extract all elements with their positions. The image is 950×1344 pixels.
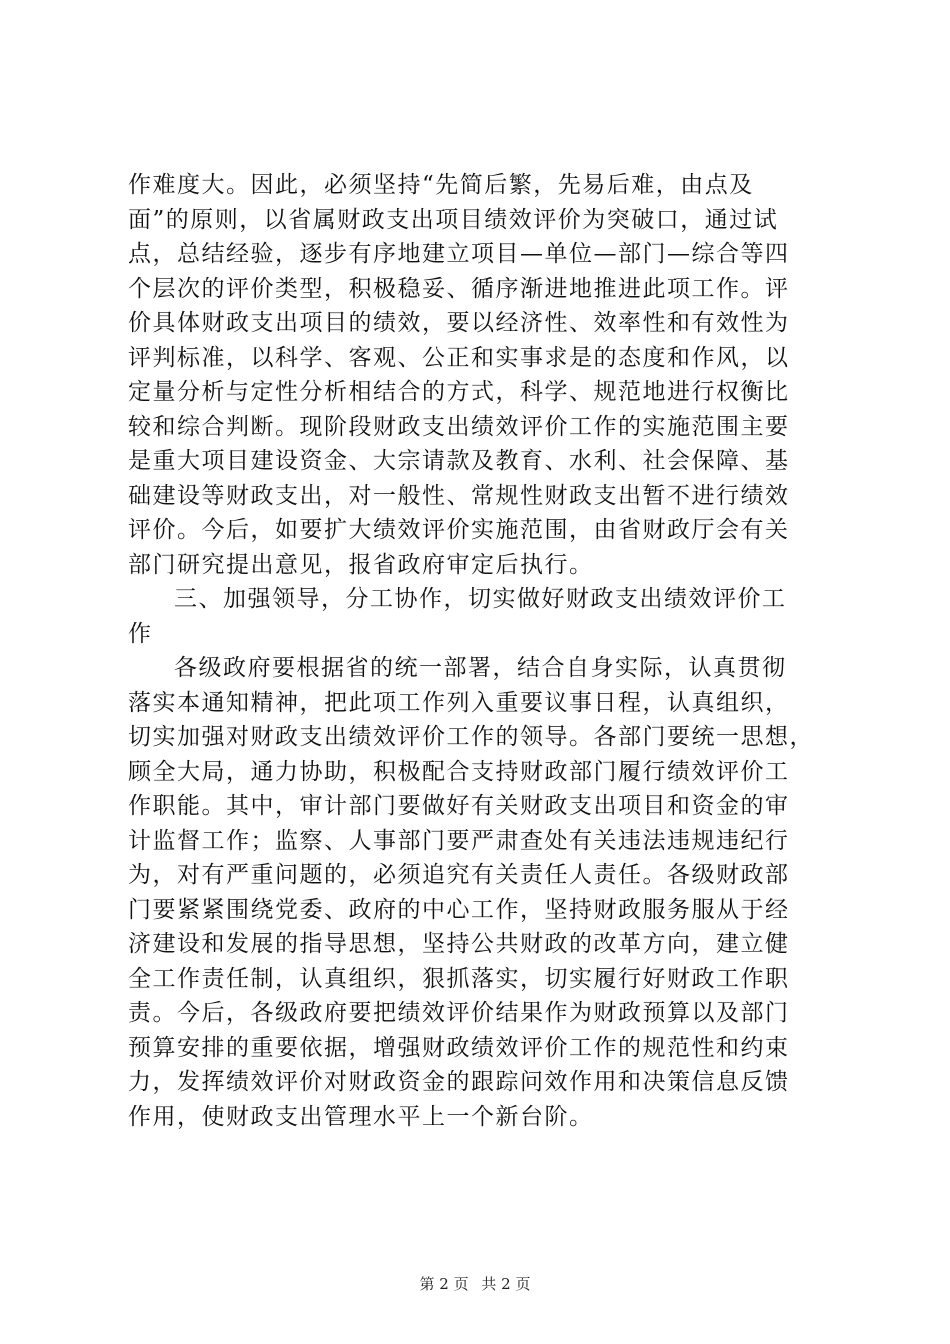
document-body xyxy=(128,168,828,1134)
text-line: 全工作责任制，认真组织，狠抓落实，切实履行好财政工作职 xyxy=(128,965,790,992)
text-line: 计监督工作；监察、人事部门要严肃查处有关违法违规违纪行 xyxy=(128,827,790,854)
text-line: 落实本通知精神，把此项工作列入重要议事日程，认真组织， xyxy=(128,689,790,716)
page-number: 第 2 页 xyxy=(419,1275,469,1293)
page-footer xyxy=(0,1274,950,1294)
text-line: 力，发挥绩效评价对财政资金的跟踪问效作用和决策信息反馈 xyxy=(128,1069,790,1095)
text-line: 为，对有严重问题的，必须追究有关责任人责任。各级财政部 xyxy=(128,862,790,888)
text-line: 切实加强对财政支出绩效评价工作的领导。各部门要统一思想， xyxy=(128,724,814,750)
text-line: 门要紧紧围绕党委、政府的中心工作，坚持财政服务服从于经 xyxy=(128,896,790,923)
text-line: 济建设和发展的指导思想，坚持公共财政的改革方向，建立健 xyxy=(128,931,790,957)
text-line: 各级政府要根据省的统一部署，结合自身实际，认真贯彻 xyxy=(174,655,787,681)
text-line: 三、加强领导，分工协作，切实做好财政支出绩效评价工 xyxy=(174,586,787,612)
text-line: 面”的原则，以省属财政支出项目绩效评价为突破口，通过试 xyxy=(128,206,779,233)
text-line: 点，总结经验，逐步有序地建立项目—单位—部门—综合等四 xyxy=(128,241,790,267)
text-line: 评价。今后，如要扩大绩效评价实施范围，由省财政厅会有关 xyxy=(128,517,790,543)
text-line: 责。今后，各级政府要把绩效评价结果作为财政预算以及部门 xyxy=(128,1000,790,1026)
text-line: 作 xyxy=(128,620,153,647)
text-line: 顾全大局，通力协助，积极配合支持财政部门履行绩效评价工 xyxy=(128,758,790,785)
text-line: 部门研究提出意见，报省政府审定后执行。 xyxy=(128,551,594,578)
text-line: 个层次的评价类型，积极稳妥、循序渐进地推进此项工作。评 xyxy=(128,275,790,302)
page-total: 共 2 页 xyxy=(481,1275,531,1293)
text-line: 预算安排的重要依据，增强财政绩效评价工作的规范性和约束 xyxy=(128,1034,790,1061)
text-line: 较和综合判断。现阶段财政支出绩效评价工作的实施范围主要 xyxy=(128,413,790,440)
text-line: 价具体财政支出项目的绩效，要以经济性、效率性和有效性为 xyxy=(128,310,790,336)
text-line: 础建设等财政支出，对一般性、常规性财政支出暂不进行绩效 xyxy=(128,482,790,509)
text-line: 作职能。其中，审计部门要做好有关财政支出项目和资金的审 xyxy=(128,793,790,819)
text-line: 评判标准，以科学、客观、公正和实事求是的态度和作风，以 xyxy=(128,344,790,371)
text-line: 作难度大。因此，必须坚持“先简后繁，先易后难，由点及 xyxy=(128,172,754,198)
text-line: 定量分析与定性分析相结合的方式，科学、规范地进行权衡比 xyxy=(128,379,790,405)
text-line: 作用，使财政支出管理水平上一个新台阶。 xyxy=(128,1103,594,1130)
text-line: 是重大项目建设资金、大宗请款及教育、水利、社会保障、基 xyxy=(128,448,790,474)
